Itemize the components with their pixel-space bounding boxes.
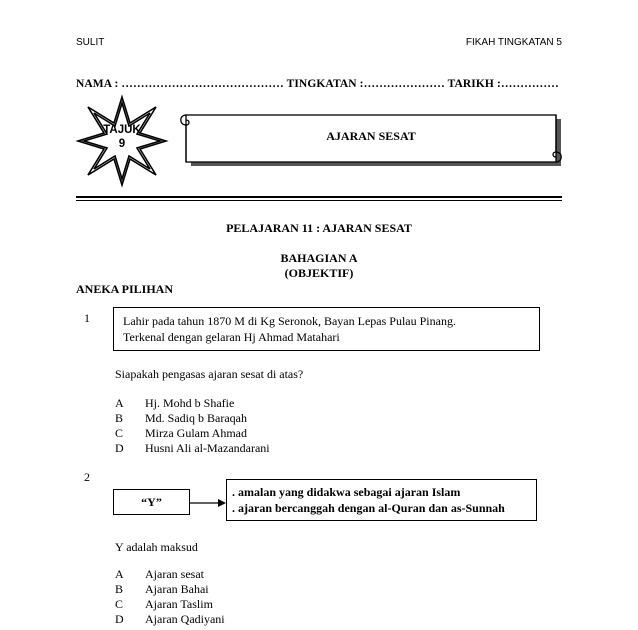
question-stem: Siapakah pengasas ajaran sesat di atas? <box>115 367 304 381</box>
option-b[interactable] <box>115 582 225 597</box>
definition-line: . amalan yang didakwa sebagai ajaran Islam <box>232 485 461 499</box>
option-c[interactable] <box>115 597 225 612</box>
option-text: Md. Sadiq b Baraqah <box>145 411 247 425</box>
question-number: 2 <box>84 470 90 484</box>
definition-line: . ajaran bercanggah dengan al-Quran dan as-Sunnah <box>232 501 505 515</box>
divider-thick <box>76 196 562 198</box>
option-b[interactable] <box>115 411 270 426</box>
option-letter: D <box>115 441 124 455</box>
option-text: Hj. Mohd b Shafie <box>145 396 235 410</box>
question-stem: Y adalah maksud <box>115 540 198 554</box>
option-a[interactable] <box>115 567 225 582</box>
option-a[interactable] <box>115 396 270 411</box>
label-box-y: “Y” <box>113 489 190 515</box>
option-list <box>115 567 225 627</box>
option-letter: C <box>115 597 124 611</box>
section-sub: (OBJEKTIF) <box>284 266 354 280</box>
option-text: Ajaran Bahai <box>145 582 209 596</box>
section-name: BAHAGIAN A <box>280 251 358 265</box>
header-left: SULIT <box>76 37 105 48</box>
option-d[interactable] <box>115 612 225 627</box>
form-line: NAMA : …………………………………… TINGKATAN :………………… TARIKH :…………… <box>76 78 559 90</box>
option-letter: A <box>115 396 124 410</box>
option-letter: D <box>115 612 124 626</box>
option-text: Ajaran sesat <box>145 567 204 581</box>
section-type: ANEKA PILIHAN <box>76 282 174 296</box>
question-number: 1 <box>84 311 90 325</box>
definition-box <box>226 479 537 521</box>
arrow-icon <box>190 496 226 508</box>
option-letter: B <box>115 411 124 425</box>
badge-label <box>96 123 148 151</box>
option-text: Ajaran Qadiyani <box>145 612 225 626</box>
scroll-title: AJARAN SESAT <box>326 129 416 143</box>
scroll-banner <box>176 108 566 170</box>
option-c[interactable] <box>115 426 270 441</box>
lesson-title: PELAJARAN 11 : AJARAN SESAT <box>226 221 412 235</box>
option-list <box>115 396 270 456</box>
badge-line2: 9 <box>118 138 126 150</box>
badge-line1: TAJUK <box>103 124 141 136</box>
option-text: Ajaran Taslim <box>145 597 213 611</box>
option-letter: B <box>115 582 124 596</box>
option-letter: C <box>115 426 124 440</box>
option-d[interactable] <box>115 441 270 456</box>
info-line: Lahir pada tahun 1870 M di Kg Seronok, Bayan Lepas Pulau Pinang. <box>123 314 456 328</box>
option-text: Husni Ali al-Mazandarani <box>145 441 270 455</box>
header-right: FIKAH TINGKATAN 5 <box>465 37 562 48</box>
info-line: Terkenal dengan gelaran Hj Ahmad Matahari <box>123 330 340 344</box>
divider-thin <box>76 200 562 201</box>
question-info-box <box>113 307 540 351</box>
option-text: Mirza Gulam Ahmad <box>145 426 247 440</box>
option-letter: A <box>115 567 124 581</box>
